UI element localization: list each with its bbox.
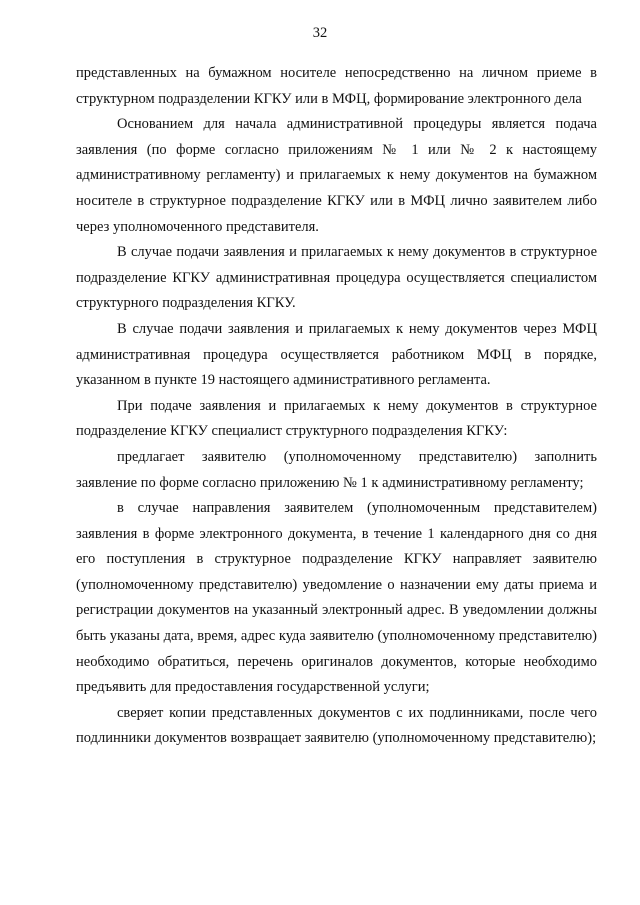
list-item-electronic-application: в случае направления заявителем (уполномоченным представителем) заявления в форме электронного документа, в течение 1 календарного дня со дня его поступления в структурное подразделение КГКУ направляет заявителю (уполномоченному представителю) уведомление о назначении ему даты приема и регистрации документов на указанный электронный адрес. В уведомлении должны быть указаны дата, время, адрес куда заявителю (уполномоченному представителю) необходимо обратиться, перечень оригиналов документов, которые необходимо предъявить для предоставления государственной услуги;	[76, 500, 597, 696]
list-item-offer-form: предлагает заявителю (уполномоченному представителю) заполнить заявление по форме согласно приложению № 1 к административному регламенту;	[76, 448, 597, 491]
paragraph-mfc-submission: В случае подачи заявления и прилагаемых к нему документов через МФЦ административная процедура осуществляется работником МФЦ в порядке, указанном в пункте 19 настоящего административного регламента.	[76, 320, 597, 389]
list-item-verify-copies: сверяет копии представленных документов с их подлинниками, после чего подлинники документов возвращает заявителю (уполномоченному представителю);	[76, 704, 597, 747]
paragraph-continuation: представленных на бумажном носителе непосредственно на личном приеме в структурном подразделении КГКУ или в МФЦ, формирование электронного дела	[76, 65, 597, 107]
document-body	[76, 61, 597, 752]
paragraph-specialist-actions: При подаче заявления и прилагаемых к нему документов в структурное подразделение КГКУ специалист структурного подразделения КГКУ:	[76, 397, 597, 440]
paragraph-basis: Основанием для начала административной процедуры является подача заявления (по форме согласно приложениям № 1 или № 2 к настоящему административному регламенту) и прилагаемых к нему документов на бумажном носителе в структурное подразделение КГКУ или в МФЦ лично заявителем либо через уполномоченного представителя.	[76, 116, 597, 235]
page-number: 32	[312, 25, 328, 41]
paragraph-kgku-submission: В случае подачи заявления и прилагаемых к нему документов в структурное подразделение КГКУ административная процедура осуществляется специалистом структурного подразделения КГКУ.	[76, 244, 597, 312]
